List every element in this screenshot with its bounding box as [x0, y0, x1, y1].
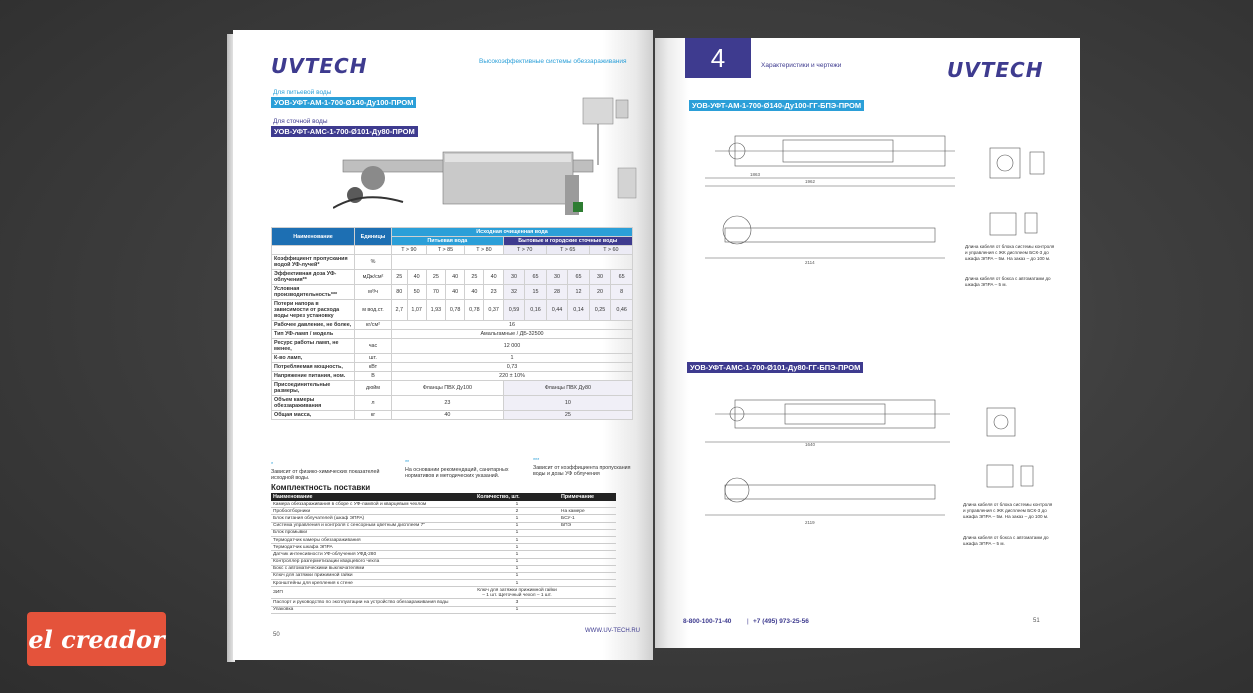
cable-note-1b: Длина кабеля от бокса с автоматами до шкафа ЭПРА – 5 м.	[965, 276, 1051, 287]
kit-row	[271, 551, 616, 558]
spec-span-cell: 220 ± 10%	[392, 372, 633, 381]
variant1-model: УОВ-УФТ-АМ-1-700-Ø140-Ду100-ПРОМ	[271, 97, 416, 108]
kit-cell: Термодатчик камеры обеззараживания	[271, 536, 475, 543]
group-header: Исходная очищенная вода	[392, 228, 633, 237]
t-header-cell: T > 80	[465, 246, 503, 255]
kit-row	[271, 515, 616, 522]
spec-row	[272, 381, 633, 396]
kit-cell	[559, 599, 616, 606]
spec-cell: 30	[546, 270, 568, 285]
spec-cell: 1,93	[426, 300, 445, 321]
left-page	[233, 30, 653, 660]
phone-1: 8-800-100-71-40	[683, 618, 732, 625]
spec-cell: 0,16	[525, 300, 547, 321]
spec-row-name: Ресурс работы ламп, не менее,	[272, 339, 355, 354]
kit-col-qty: Количество, шт.	[475, 493, 559, 501]
kit-title: Комплектность поставки	[271, 483, 371, 492]
spec-table	[271, 227, 633, 420]
t-header-row	[272, 246, 633, 255]
kit-cell: 1	[475, 544, 559, 551]
kit-row	[271, 536, 616, 543]
spec-span-cell: 0,73	[392, 363, 633, 372]
kit-cell: 1	[475, 536, 559, 543]
section-title: Характеристики и чертежи	[761, 62, 842, 69]
kit-table	[271, 493, 616, 614]
spec-span-cell: 1	[392, 354, 633, 363]
page-number-right: 51	[1033, 618, 1040, 624]
spec-row	[272, 354, 633, 363]
kit-col-name: Наименование	[271, 493, 475, 501]
kit-cell: БСУ-1	[559, 515, 616, 522]
spec-cell: 30	[503, 270, 525, 285]
kit-cell: Контроллер разгерметизации кварцевого чехла	[271, 558, 475, 565]
spec-row-name: Общая масса,	[272, 411, 355, 420]
spec-row	[272, 396, 633, 411]
uvtech-logo: UVTECH	[271, 54, 368, 78]
spec-cell: 0,59	[503, 300, 525, 321]
spec-cell: 25	[392, 270, 408, 285]
variant1-caption: Для питьевой воды	[273, 89, 332, 96]
spec-row-unit: кг/см²	[355, 321, 392, 330]
spec-row	[272, 300, 633, 321]
spec-row	[272, 372, 633, 381]
spec-cell-drinking: 40	[392, 411, 504, 420]
spec-row-name: Присоединительные размеры,	[272, 381, 355, 396]
kit-row	[271, 544, 616, 551]
spec-cell-drinking: 23	[392, 396, 504, 411]
spec-cell: 0,37	[484, 300, 503, 321]
spec-row-name: Коэффициент пропускания водой УФ-лучей*	[272, 255, 355, 270]
spec-cell: 20	[589, 285, 611, 300]
kit-cell: Датчик интенсивности УФ-облучения УФД-280	[271, 551, 475, 558]
kit-cell: 1	[475, 515, 559, 522]
spec-row-unit: м³/ч	[355, 285, 392, 300]
kit-cell: 1	[475, 501, 559, 508]
kit-cell: 1	[475, 565, 559, 572]
kit-row	[271, 580, 616, 587]
spec-cell: 65	[568, 270, 590, 285]
spec-cell-drinking: Фланцы ПВХ Ду100	[392, 381, 504, 396]
spec-cell: 25	[465, 270, 484, 285]
cable-note-2a: Длина кабеля от блока системы контроля и управления с ЖК дисплеем БСК-3 до шкафа ЭПРА – 5м. На заказ – до 100 м.	[963, 502, 1053, 519]
kit-cell	[559, 536, 616, 543]
spec-row-unit: час	[355, 339, 392, 354]
kit-col-note: Примечание	[559, 493, 616, 501]
spec-cell: 0,46	[611, 300, 633, 321]
kit-cell	[559, 529, 616, 536]
dim-1: 1863	[750, 172, 761, 177]
kit-cell: Кронштейны для крепления к стене	[271, 580, 475, 587]
kit-cell: Блок промывки	[271, 529, 475, 536]
kit-cell	[559, 558, 616, 565]
kit-cell: Блок питания облучателей (шкаф ЭПРА)	[271, 515, 475, 522]
kit-row	[271, 501, 616, 508]
kit-row	[271, 529, 616, 536]
sub-header-waste: Бытовые и городские сточные воды	[503, 237, 632, 246]
t-header-cell: T > 70	[503, 246, 546, 255]
spec-cell-waste: 25	[503, 411, 632, 420]
section-number: 4	[685, 38, 751, 78]
kit-cell: Ключ для затяжки прижимной гайки	[271, 572, 475, 579]
tagline: Высокоэффективные системы обеззараживания	[479, 58, 627, 65]
kit-cell: 1	[475, 551, 559, 558]
kit-cell: 1	[475, 558, 559, 565]
spec-row	[272, 255, 633, 270]
spec-cell-waste: Фланцы ПВХ Ду80	[503, 381, 632, 396]
kit-cell	[559, 544, 616, 551]
spec-span-cell: 16	[392, 321, 633, 330]
kit-cell: 1	[475, 580, 559, 587]
t-header-cell: T > 90	[392, 246, 427, 255]
spec-cell: 32	[503, 285, 525, 300]
kit-cell: Камера обеззараживания в сборе с УФ-лампой и кварцевым чехлом	[271, 501, 475, 508]
spec-cell: 15	[525, 285, 547, 300]
spec-row	[272, 411, 633, 420]
note-3: *** Зависит от коэффициента пропускания воды и дозы УФ облучения	[533, 458, 631, 478]
spec-cell: 0,78	[465, 300, 484, 321]
spec-row-name: К-во ламп,	[272, 354, 355, 363]
t-header-cell: T > 60	[589, 246, 632, 255]
spec-row-name: Тип УФ-ламп / модель	[272, 330, 355, 339]
kit-row	[271, 599, 616, 606]
spec-cell: 0,44	[546, 300, 568, 321]
dim-5: 2119	[805, 520, 815, 525]
kit-cell	[559, 587, 616, 599]
spec-row	[272, 363, 633, 372]
spec-row-unit: шт.	[355, 354, 392, 363]
spec-cell: 40	[465, 285, 484, 300]
spec-row	[272, 330, 633, 339]
kit-row	[271, 508, 616, 515]
right-page	[655, 38, 1080, 648]
kit-cell: Паспорт и руководство по эксплуатации на устройство обеззараживания воды	[271, 599, 475, 606]
spec-row-name: Потребляемая мощность,	[272, 363, 355, 372]
spec-span-cell: 12 000	[392, 339, 633, 354]
uvtech-logo-right: UVTECH	[947, 58, 1044, 82]
spec-row-unit: мДж/см²	[355, 270, 392, 285]
brand-badge: el creador	[27, 612, 166, 666]
spec-cell: 40	[484, 270, 503, 285]
kit-cell	[559, 501, 616, 508]
kit-cell: Ключ для затяжки прижимной гайки – 1 шт. Щеточный чехол – 1 шт.	[475, 587, 559, 599]
kit-cell	[559, 606, 616, 613]
spec-cell: 40	[446, 285, 465, 300]
kit-cell: 3	[475, 599, 559, 606]
spec-row-unit: м вод.ст.	[355, 300, 392, 321]
sub-header-drinking: Питьевая вода	[392, 237, 504, 246]
t-header-cell: T > 85	[426, 246, 464, 255]
kit-row	[271, 558, 616, 565]
spec-row	[272, 285, 633, 300]
spec-cell: 25	[426, 270, 445, 285]
spec-row	[272, 339, 633, 354]
spec-row	[272, 270, 633, 285]
kit-row	[271, 572, 616, 579]
kit-cell: Пробоотборники	[271, 508, 475, 515]
kit-cell: БПЭ	[559, 522, 616, 529]
kit-cell	[559, 565, 616, 572]
spec-row-name: Объем камеры обеззараживания	[272, 396, 355, 411]
spec-cell: 80	[392, 285, 408, 300]
kit-cell: 1	[475, 572, 559, 579]
spec-cell: 0,78	[446, 300, 465, 321]
site-url: WWW.UV-TECH.RU	[585, 628, 640, 634]
model1-title: УОВ-УФТ-АМ-1-700-Ø140-Ду100-ГГ-БПЭ-ПРОМ	[689, 100, 864, 111]
kit-cell: ЗИП	[271, 587, 475, 599]
spec-row-unit: кВт	[355, 363, 392, 372]
variant2-model: УОВ-УФТ-АМС-1-700-Ø101-Ду80-ПРОМ	[271, 126, 418, 137]
kit-row	[271, 606, 616, 613]
spec-cell: 28	[546, 285, 568, 300]
spec-cell-waste: 10	[503, 396, 632, 411]
dim-3: 2114	[805, 260, 815, 265]
kit-cell	[559, 551, 616, 558]
cable-note-2b: Длина кабеля от бокса с автоматами до шкафа ЭПРА – 5 м.	[963, 535, 1049, 546]
spec-cell: 30	[589, 270, 611, 285]
spec-row-unit: %	[355, 255, 392, 270]
spec-row-name: Потери напора в зависимости от расхода воды через установку	[272, 300, 355, 321]
cable-note-1a: Длина кабеля от блока системы контроля и управления с ЖК дисплеем БСК-3 до шкафа ЭПРА – 5м. На заказ – до 100 м.	[965, 244, 1055, 261]
kit-cell: 1	[475, 606, 559, 613]
dim-2: 1962	[805, 179, 816, 184]
spec-row-unit	[355, 330, 392, 339]
spec-cell: 0,14	[568, 300, 590, 321]
kit-row	[271, 587, 616, 599]
spec-cell: 70	[426, 285, 445, 300]
spec-row-unit: дюйм	[355, 381, 392, 396]
spec-row-unit: кг	[355, 411, 392, 420]
kit-cell: 2	[475, 508, 559, 515]
spec-cell: 65	[525, 270, 547, 285]
spec-cell: 2,7	[392, 300, 408, 321]
kit-cell: На камере	[559, 508, 616, 515]
kit-cell: Упаковка	[271, 606, 475, 613]
spec-row-name: Напряжение питания, ном.	[272, 372, 355, 381]
spec-cell: 23	[484, 285, 503, 300]
model2-title: УОВ-УФТ-АМС-1-700-Ø101-Ду80-ГГ-БПЭ-ПРОМ	[687, 362, 863, 373]
spec-row-name: Условная производительность***	[272, 285, 355, 300]
spec-row-name: Эффективная доза УФ-облучения**	[272, 270, 355, 285]
kit-cell: 1	[475, 522, 559, 529]
phone-separator: |	[747, 618, 749, 625]
dim-4: 1640	[805, 442, 816, 447]
spec-cell: 40	[446, 270, 465, 285]
spec-row-unit: л	[355, 396, 392, 411]
kit-cell	[559, 572, 616, 579]
page-number-left: 50	[273, 632, 280, 638]
kit-cell: 1	[475, 529, 559, 536]
kit-cell: Система управления и контроля с сенсорным цветным дисплеем 7"	[271, 522, 475, 529]
spec-row-unit: В	[355, 372, 392, 381]
variant2-caption: Для сточной воды	[273, 118, 328, 125]
spec-cell: 1,07	[407, 300, 426, 321]
note-1: * Зависит от физико-химических показателей исходной воды.	[271, 462, 380, 482]
spec-row	[272, 321, 633, 330]
col-units-header: Единицы	[355, 228, 392, 246]
spec-cell: 40	[407, 270, 426, 285]
spec-cell: 12	[568, 285, 590, 300]
kit-cell: Термодатчик шкафа ЭПРА	[271, 544, 475, 551]
spec-span-cell: Амальгамные / ДБ-32500	[392, 330, 633, 339]
kit-cell: Бокс с автоматическими выключателями	[271, 565, 475, 572]
note-2: ** На основании рекомендаций, санитарных нормативов и методических указаний.	[405, 460, 509, 480]
col-name-header: Наименование	[272, 228, 355, 246]
kit-row	[271, 522, 616, 529]
uv-unit-illustration	[333, 90, 653, 230]
spec-cell: 50	[407, 285, 426, 300]
kit-cell	[559, 580, 616, 587]
kit-row	[271, 565, 616, 572]
spec-row-name: Рабочее давление, не более,	[272, 321, 355, 330]
t-header-cell: T > 65	[546, 246, 589, 255]
phone-2: +7 (495) 973-25-56	[753, 618, 809, 625]
spec-cell: 8	[611, 285, 633, 300]
spec-cell: 65	[611, 270, 633, 285]
spec-cell: 0,25	[589, 300, 611, 321]
